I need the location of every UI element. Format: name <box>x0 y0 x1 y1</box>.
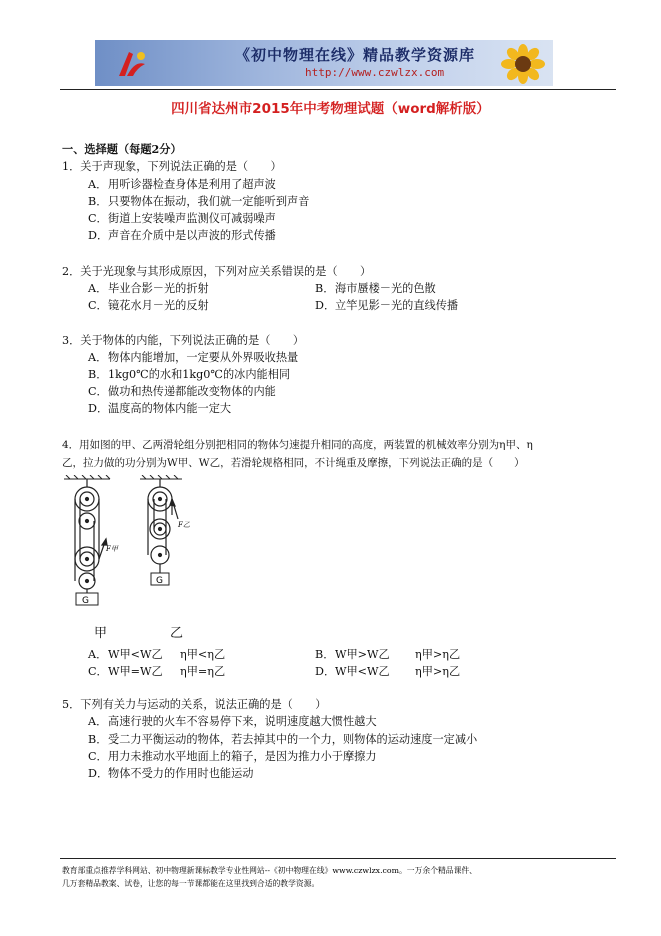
section-heading: 一、选择题（每题2分） <box>62 142 182 156</box>
ceiling-jia <box>64 475 110 479</box>
q4-option-d: D．W甲<W乙 η甲>η乙 <box>315 665 461 678</box>
question-4-stem-line1: 4．用如图的甲、乙两滑轮组分别把相同的物体匀速提升相同的高度，两装置的机械效率分别为η甲、η <box>62 439 533 451</box>
q4-option-a: A．W甲<W乙 η甲<η乙 <box>88 648 226 661</box>
sunflower-icon <box>501 44 545 84</box>
banner-title: 《初中物理在线》精品教学资源库 <box>235 46 476 64</box>
question-1-stem: 1．关于声现象，下列说法正确的是（ ） <box>62 160 282 173</box>
q2-option-a: A．毕业合影－光的折射 <box>88 282 209 295</box>
q2-option-d: D．立竿见影－光的直线传播 <box>315 299 459 312</box>
q1-option-b: B．只要物体在振动，我们就一定能听到声音 <box>88 195 310 208</box>
q2-option-c: C．镜花水月－光的反射 <box>88 299 209 312</box>
pulley-system-yi <box>148 479 178 573</box>
footer-line-1: 教育部重点推荐学科网站、初中物理新课标教学专业性网站--《初中物理在线》www.czwlzx.com。一万余个精品课件、 <box>62 866 477 875</box>
force-label-yi: F乙 <box>178 521 190 529</box>
q1-option-c: C．街道上安装噪声监测仪可减弱噪声 <box>88 212 276 225</box>
question-4-stem-line2: 乙，拉力做的功分别为W甲、W乙，若滑轮规格相同，不计绳重及摩擦，下列说法正确的是（ ） <box>62 457 525 469</box>
figure-label-jia: 甲 <box>94 626 108 641</box>
q5-option-a: A．高速行驶的火车不容易停下来，说明速度越大惯性越大 <box>88 715 377 728</box>
pulley-diagram <box>62 475 212 610</box>
q3-option-d: D．温度高的物体内能一定大 <box>88 402 232 415</box>
q4-option-b: B．W甲>W乙 η甲>η乙 <box>315 648 461 661</box>
footer-rule <box>60 858 616 859</box>
q5-option-b: B．受二力平衡运动的物体，若去掉其中的一个力，则物体的运动速度一定减小 <box>88 733 478 746</box>
site-logo-icon <box>115 46 149 82</box>
q5-option-d: D．物体不受力的作用时也能运动 <box>88 767 254 780</box>
q2-option-b: B．海市蜃楼－光的色散 <box>315 282 436 295</box>
q3-option-c: C．做功和热传递都能改变物体的内能 <box>88 385 276 398</box>
header-banner <box>95 40 553 86</box>
question-2-stem: 2．关于光现象与其形成原因，下列对应关系错误的是（ ） <box>62 265 372 278</box>
force-label-jia: F甲 <box>106 545 118 553</box>
q5-option-c: C．用力未推动水平地面上的箱子，是因为推力小于摩擦力 <box>88 750 377 763</box>
q3-option-b: B．1kg0℃的水和1kg0℃的冰内能相同 <box>88 368 291 381</box>
question-3-stem: 3．关于物体的内能，下列说法正确的是（ ） <box>62 334 305 347</box>
q4-option-c: C．W甲=W乙 η甲=η乙 <box>88 665 226 678</box>
block-label-yi: G <box>156 576 163 586</box>
banner-url[interactable]: http://www.czwlzx.com <box>305 66 445 79</box>
doc-title: 四川省达州市2015年中考物理试题（word解析版） <box>171 101 490 117</box>
question-5-stem: 5．下列有关力与运动的关系，说法正确的是（ ） <box>62 698 327 711</box>
pulley-system-jia <box>75 479 107 593</box>
figure-label-yi: 乙 <box>170 626 184 641</box>
footer-line-2: 几万套精品教案、试卷，让您的每一节课都能在这里找到合适的教学资源。 <box>62 879 320 888</box>
q1-option-d: D．声音在介质中是以声波的形式传播 <box>88 229 276 242</box>
q3-option-a: A．物体内能增加，一定要从外界吸收热量 <box>88 351 299 364</box>
q1-option-a: A．用听诊器检查身体是利用了超声波 <box>88 178 276 191</box>
header-rule <box>60 89 616 90</box>
ceiling-yi <box>140 475 182 479</box>
block-label-jia: G <box>82 596 89 606</box>
